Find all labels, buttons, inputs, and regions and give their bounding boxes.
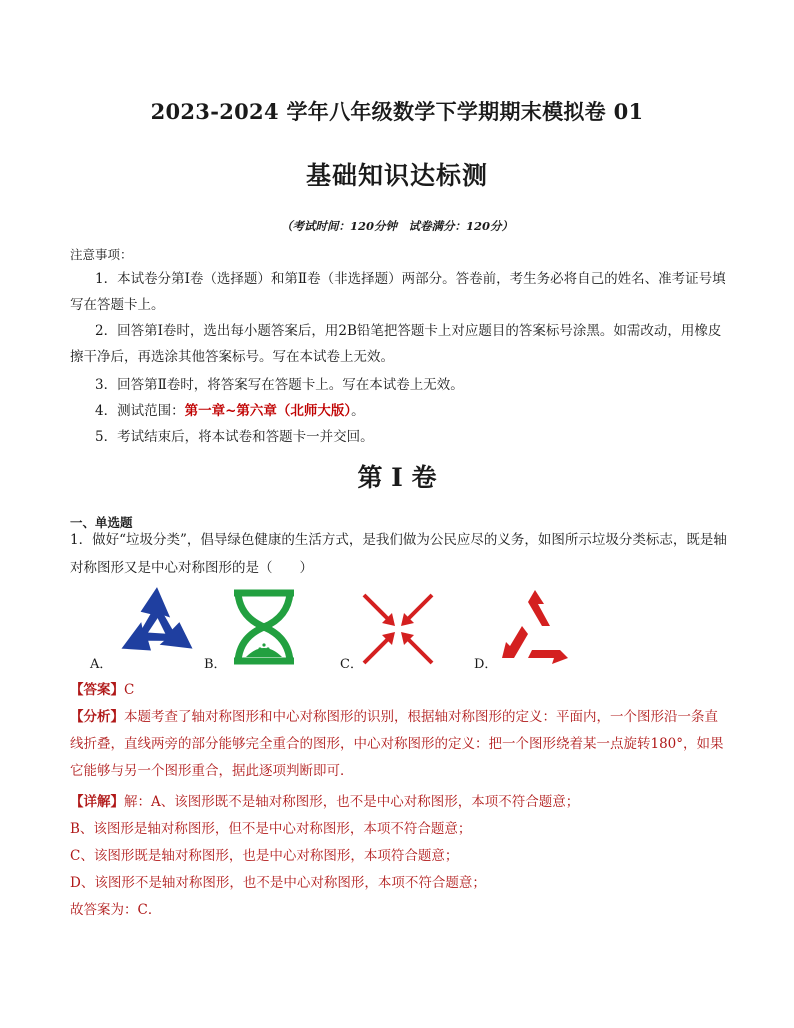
detail-line-4: D、该图形不是轴对称图形，也不是中心对称图形，本项不符合题意； [70,875,486,891]
exam-title: 2023-2024 学年八年级数学下学期期末模拟卷 01 [150,99,644,124]
answer-tag: 【答案】 [70,682,124,698]
notice-item-3: 3．回答第Ⅱ卷时，将答案写在答题卡上。写在本试卷上无效。 [95,377,464,393]
question-text: 1．做好“垃圾分类”，倡导绿色健康的生活方式，是我们做为公民应尽的义务，如图所示垃圾分类标志，既是轴对称图形又是中心对称图形的是（ ） [70,532,727,576]
exam-subtitle: 基础知识达标测 [305,161,488,190]
answer-value: C [124,682,135,698]
detail-line-5: 故答案为：C． [70,902,162,918]
notice-item-1: 1．本试卷分第Ⅰ卷（选择题）和第Ⅱ卷（非选择题）两部分。答卷前，考生务必将自己的姓名、准考证号填写在答题卡上。 [70,271,726,313]
test-range: 第一章~第六章（北师大版） [184,403,352,419]
option-b-label: B． [204,657,227,672]
exam-info: （考试时间：120分钟 试卷满分：120分） [280,219,513,233]
notice-heading: 注意事项： [70,247,133,262]
notice-item-2: 2．回答第Ⅰ卷时，选出每小题答案后，用2B铅笔把答题卡上对应题目的答案标号涂黑。如需改动，用橡皮擦干净后，再选涂其他答案标号。写在本试卷上无效。 [70,323,722,365]
option-a-label: A． [90,657,113,672]
analysis-text: 本题考查了轴对称图形和中心对称图形的识别，根据轴对称图形的定义：平面内，一个图形沿一条直线折叠，直线两旁的部分能够完全重合的图形，中心对称图形的定义：把一个图形绕着某一点旋转180°，如果它能够与另一个图形重合，据此逐项判断即可． [70,709,724,779]
triangle-recycle-icon [498,588,572,666]
section-title: 一、单选题 [70,515,133,530]
recycle-arrows-icon [116,583,198,665]
analysis-paragraph [70,704,730,785]
detail-text-1: 解：A、该图形既不是轴对称图形，也不是中心对称图形，本项不符合题意； [124,794,580,810]
analysis-tag: 【分析】 [70,709,124,725]
detail-line-3: C、该图形既是轴对称图形，也是中心对称图形，本项符合题意； [70,848,459,864]
notice-item-4 [70,398,730,424]
answer-line [70,677,730,703]
hourglass-icon [228,587,300,667]
four-arrows-inward-icon [362,593,434,665]
notice-item-5: 5．考试结束后，将本试卷和答题卡一并交回。 [95,429,374,445]
detail-tag: 【详解】 [70,794,124,810]
detail-line-2: B、该图形是轴对称图形，但不是中心对称图形，本项不符合题意； [70,821,472,837]
volume-title: 第 I 卷 [357,463,437,492]
detail-line-1 [70,789,730,815]
option-d-label: D． [474,657,498,672]
notice-item-4-prefix: 4．测试范围： [95,403,185,419]
notice-item-4-suffix: 。 [351,403,365,419]
option-c-label: C． [340,657,363,672]
